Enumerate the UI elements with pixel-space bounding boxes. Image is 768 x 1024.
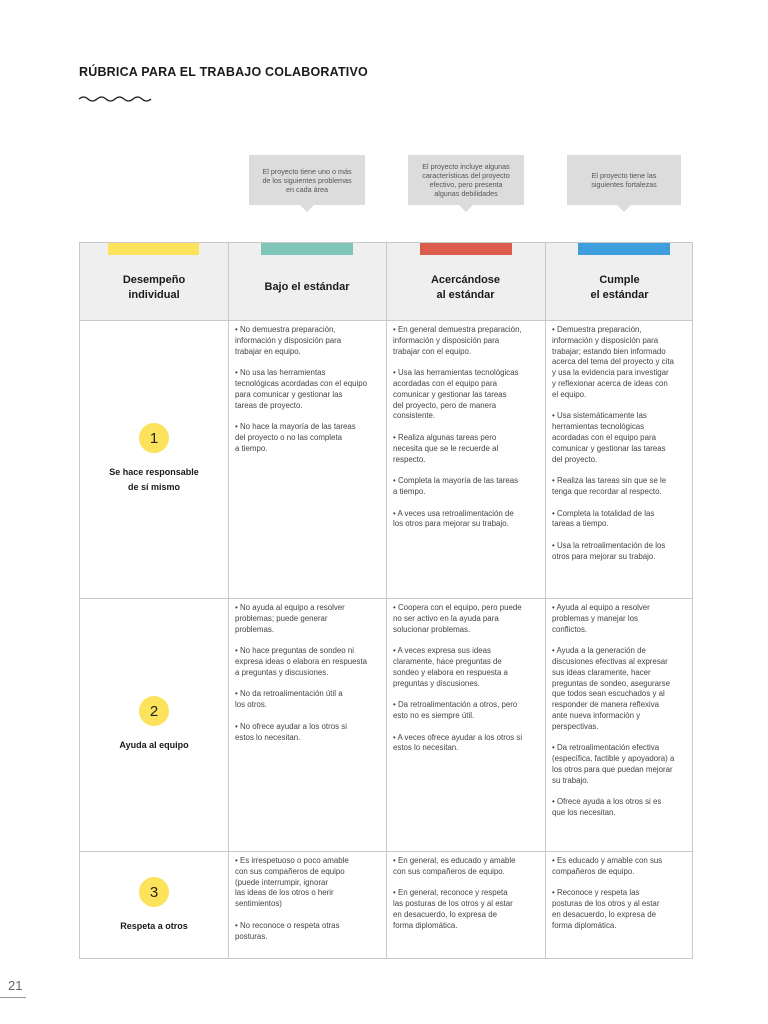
row-1-acercandose-cell bbox=[386, 320, 545, 541]
descriptor: • Completa la mayoría de las tareas a tiempo. bbox=[393, 476, 519, 496]
header-desempeno: Desempeño individual bbox=[122, 273, 186, 301]
row-1-bajo-cell bbox=[228, 320, 386, 465]
descriptor: • Ofrece ayuda a los otros si es que los necesitan. bbox=[552, 797, 662, 818]
criterion-3 bbox=[80, 851, 228, 960]
bajo-color-bar bbox=[261, 243, 353, 255]
descriptor: • Es educado y amable con sus compañeros de equipo. bbox=[552, 856, 663, 876]
descriptor: • Usa la retroalimentación de los otros para mejorar su trabajo. bbox=[552, 540, 666, 561]
descriptor: • Reconoce y respeta las posturas de los otros y al estar en desacuerdo, lo expresa de forma diplomática. bbox=[552, 888, 660, 930]
page-number-rule bbox=[0, 997, 26, 998]
descriptor: • Coopera con el equipo, pero puede no ser activo en la ayuda para solucionar problemas. bbox=[393, 603, 522, 634]
descriptor: • No ofrece ayudar a los otros si estos lo necesitan. bbox=[235, 721, 347, 742]
row-3-acercandose-cell bbox=[386, 851, 545, 942]
criterion-label: Se hace responsable de sí mismo bbox=[109, 467, 199, 492]
descriptor: • Ayuda a la generación de discusiones efectivas al expresar sus ideas claramente, hacer preguntas de sondeo, asegurarse que todos sean escuchados y al responder de manera reflexiva ante nueva información y perspectivas. bbox=[552, 646, 671, 731]
criterion-number-badge: 1 bbox=[139, 423, 169, 453]
row-2-bajo-cell bbox=[228, 598, 386, 754]
descriptor: • No hace preguntas de sondeo ni expresa ideas o elabora en respuesta a preguntas y discusiones. bbox=[235, 646, 368, 677]
acercandose-color-bar bbox=[420, 243, 512, 255]
descriptor: • A veces ofrece ayudar a los otros si estos lo necesitan. bbox=[393, 732, 523, 753]
criterion-1 bbox=[80, 320, 228, 598]
criteria-color-bar bbox=[108, 243, 199, 255]
descriptor: • Es irrespetuoso o poco amable con sus compañeros de equipo (puede interrumpir, ignorar las ideas de los otros o herir sentimientos) bbox=[235, 856, 349, 909]
callout-acercandose bbox=[408, 155, 524, 205]
descriptor: • Da retroalimentación a otros, pero esto no es siempre útil. bbox=[393, 700, 518, 720]
descriptor: • No da retroalimentación útil a los otros. bbox=[235, 689, 343, 710]
rubric-table bbox=[79, 242, 693, 959]
callout-bajo-text: El proyecto tiene uno o más de los siguientes problemas en cada área bbox=[262, 166, 352, 194]
page-title: RÚBRICA PARA EL TRABAJO COLABORATIVO bbox=[79, 65, 368, 79]
descriptor: • Da retroalimentación efectiva (específica, factible y apoyadora) a los otros para que puedan mejorar su trabajo. bbox=[552, 743, 675, 785]
descriptor: • A veces usa retroalimentación de los otros para mejorar su trabajo. bbox=[393, 508, 514, 529]
descriptor: • Realiza algunas tareas pero necesita que se le recuerde al respecto. bbox=[393, 432, 499, 464]
descriptor: • Usa las herramientas tecnológicas acordadas con el equipo para comunicar y gestionar las tareas del proyecto, pero de manera consistente. bbox=[393, 368, 519, 421]
row-2-acercandose-cell bbox=[386, 598, 545, 765]
callout-cumple-text: El proyecto tiene las siguientes fortalezas bbox=[591, 171, 657, 189]
descriptor: • En general, reconoce y respeta las posturas de los otros y al estar en desacuerdo, lo expresa de forma diplomática. bbox=[393, 888, 513, 930]
criterion-2 bbox=[80, 598, 228, 851]
callout-acercandose-text: El proyecto incluye algunas características del proyecto efectivo, pero presenta algunas debilidades bbox=[422, 162, 510, 198]
descriptor: • No usa las herramientas tecnológicas acordadas con el equipo para comunicar y gestionar las tareas de proyecto. bbox=[235, 368, 368, 410]
cumple-color-bar bbox=[578, 243, 670, 255]
header-acercandose: Acercándose al estándar bbox=[430, 273, 501, 301]
descriptor: • Ayuda al equipo a resolver problemas y manejar los conflictos. bbox=[552, 603, 650, 634]
descriptor: • Completa la totalidad de las tareas a tiempo. bbox=[552, 508, 655, 529]
criterion-number-badge: 3 bbox=[139, 877, 169, 907]
callout-cumple bbox=[567, 155, 681, 205]
descriptor: • Demuestra preparación, información y disposición para trabajar; estando bien informado acerca del tema del proyecto y cita y usa la evidencia para investigar y reflexionar acerca de ideas con el equipo. bbox=[552, 325, 674, 399]
criterion-number-badge: 2 bbox=[139, 696, 169, 726]
row-3-bajo-cell bbox=[228, 851, 386, 953]
descriptor: • En general demuestra preparación, información y disposición para trabajar con el equipo. bbox=[393, 325, 522, 356]
header-bajo: Bajo el estándar bbox=[264, 281, 350, 293]
descriptor: • No reconoce o respeta otras posturas. bbox=[235, 920, 340, 941]
descriptor: • En general, es educado y amable con sus compañeros de equipo. bbox=[393, 856, 516, 876]
page-number: 21 bbox=[8, 978, 23, 993]
descriptor: • Usa sistemáticamente las herramientas tecnológicas acordadas con el equipo para comunicar y gestionar las tareas del proyecto. bbox=[552, 411, 666, 464]
header-cumple: Cumple el estándar bbox=[590, 273, 649, 301]
descriptor: • Realiza las tareas sin que se le tenga que recordar al respecto. bbox=[552, 476, 667, 496]
criterion-label: Ayuda al equipo bbox=[119, 740, 189, 750]
descriptor: • No demuestra preparación, información y disposición para trabajar en equipo. bbox=[235, 325, 342, 356]
row-1-cumple-cell bbox=[545, 320, 694, 573]
descriptor: • A veces expresa sus ideas claramente, hace preguntas de sondeo y elabora en respuesta a preguntas y discusiones. bbox=[393, 646, 508, 688]
criterion-label: Respeta a otros bbox=[120, 921, 188, 931]
callout-bajo bbox=[249, 155, 365, 205]
descriptor: • No hace la mayoría de las tareas del proyecto o no las completa a tiempo. bbox=[235, 422, 356, 453]
row-3-cumple-cell bbox=[545, 851, 694, 942]
descriptor: • No ayuda al equipo a resolver problemas; puede generar problemas. bbox=[235, 603, 345, 634]
row-2-cumple-cell bbox=[545, 598, 694, 830]
squiggle-divider bbox=[78, 94, 152, 104]
